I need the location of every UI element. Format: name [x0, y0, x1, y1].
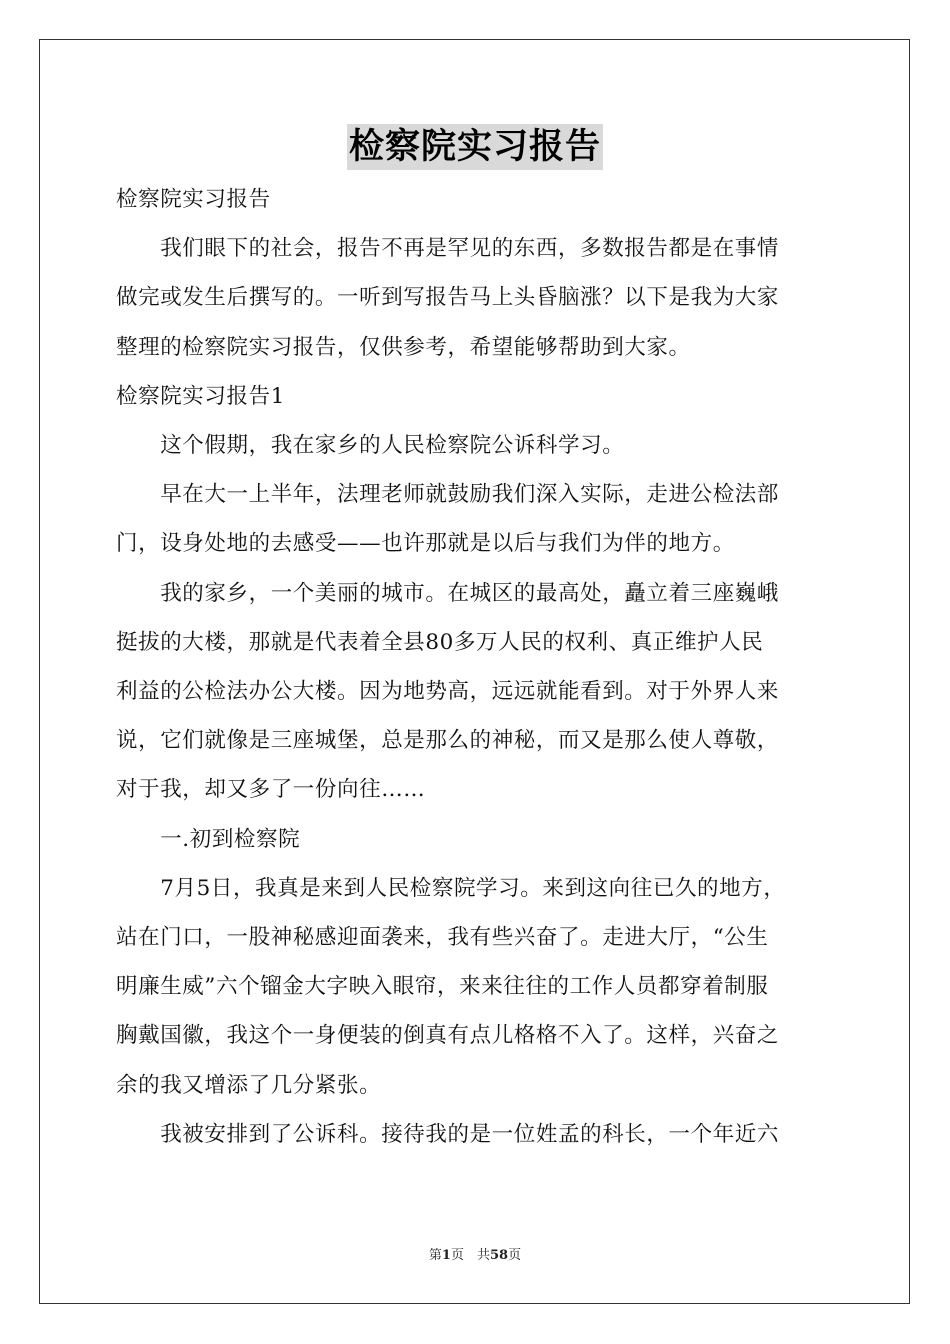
footer-page-number: 1 [441, 1248, 451, 1263]
body-line: 一.初到检察院 [116, 827, 301, 852]
body-line: 我们眼下的社会，报告不再是罕见的东西，多数报告都是在事情 [116, 236, 780, 261]
footer-mid: 页 共 [450, 1248, 490, 1263]
body-line: 利益的公检法办公大楼。因为地势高，远远就能看到。对于外界人来 [116, 679, 780, 704]
section-heading: 检察院实习报告1 [116, 384, 285, 409]
footer-total-pages: 58 [489, 1248, 509, 1263]
body-line: 胸戴国徽，我这个一身便装的倒真有点儿格格不入了。这样，兴奋之 [116, 1023, 780, 1048]
body-line: 挺拔的大楼，那就是代表着全县80多万人民的权利、真正维护人民 [116, 630, 764, 655]
body-line: 站在门口，一股神秘感迎面袭来，我有些兴奋了。走进大厅，“公生 [116, 925, 769, 950]
body-line: 这个假期，我在家乡的人民检察院公诉科学习。 [116, 433, 625, 458]
body-line: 早在大一上半年，法理老师就鼓励我们深入实际，走进公检法部 [116, 482, 780, 507]
body-line: 明廉生威”六个镏金大字映入眼帘，来来往往的工作人员都穿着制服 [116, 974, 769, 999]
footer-prefix: 第 [428, 1248, 442, 1263]
body-line: 整理的检察院实习报告，仅供参考，希望能够帮助到大家。 [116, 335, 691, 360]
document-title: 检察院实习报告 [347, 124, 603, 170]
body-line: 说，它们就像是三座城堡，总是那么的神秘，而又是那么使人尊敬， [116, 728, 780, 753]
page-border [39, 39, 910, 1304]
body-line: 我的家乡，一个美丽的城市。在城区的最高处，矗立着三座巍峨 [116, 581, 780, 606]
body-line: 对于我，却又多了一份向往…… [116, 777, 426, 802]
body-line: 7月5日，我真是来到人民检察院学习。来到这向往已久的地方， [116, 876, 786, 901]
footer-suffix: 页 [508, 1248, 522, 1263]
body-line: 门，设身处地的去感受——也许那就是以后与我们为伴的地方。 [116, 531, 735, 556]
body-line: 我被安排到了公诉科。接待我的是一位姓孟的科长，一个年近六 [116, 1122, 780, 1147]
section-heading: 检察院实习报告 [116, 187, 271, 212]
page-footer [0, 1247, 950, 1265]
body-line: 余的我又增添了几分紧张。 [116, 1073, 382, 1098]
body-line: 做完或发生后撰写的。一听到写报告马上头昏脑涨？以下是我为大家 [116, 285, 780, 310]
title-container [0, 124, 950, 170]
